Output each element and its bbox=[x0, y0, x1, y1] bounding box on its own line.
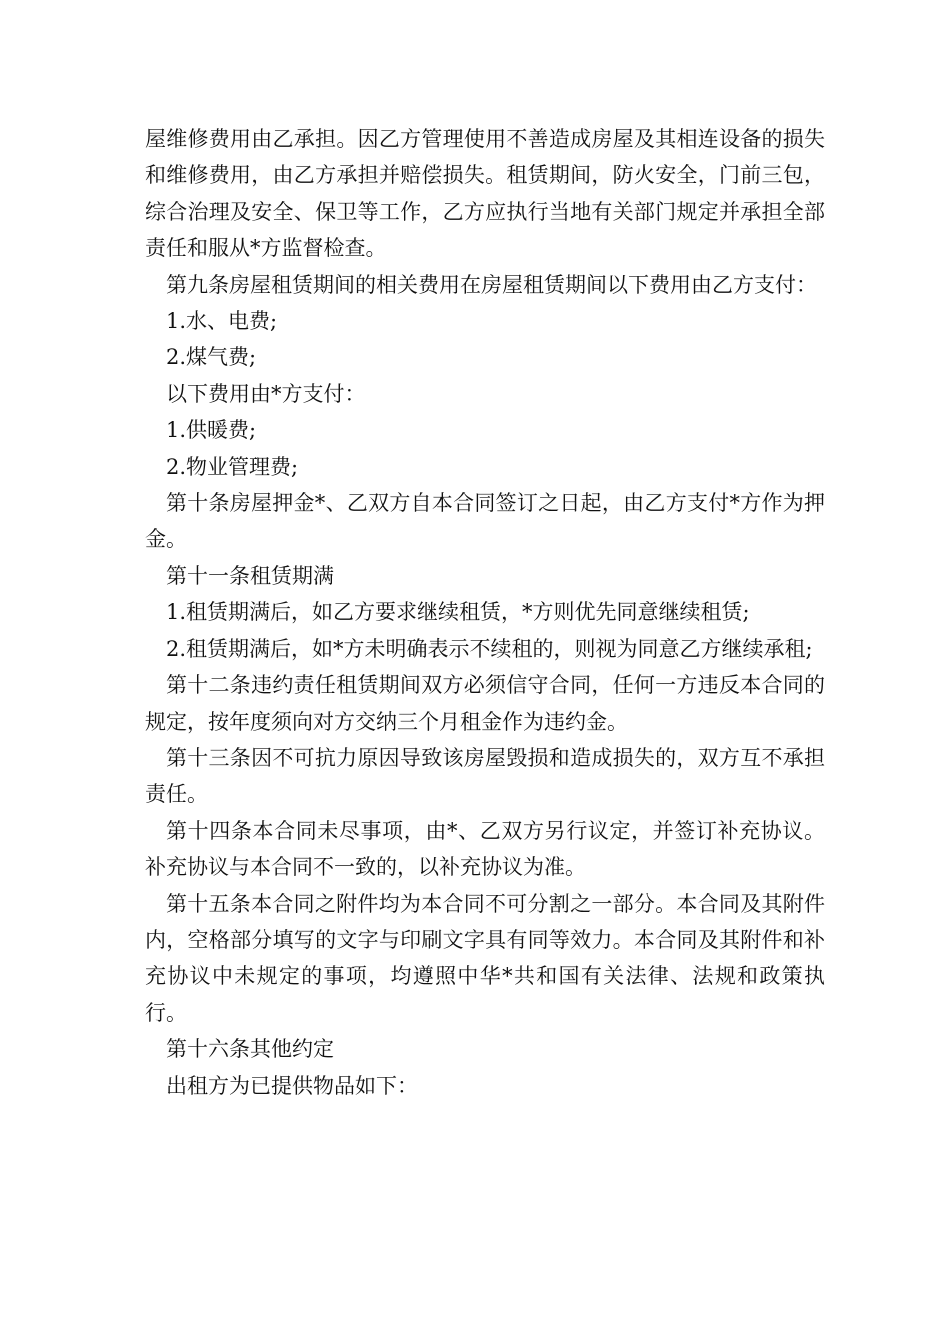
paragraph-landlord-pays: 以下费用由*方支付： bbox=[166, 381, 366, 406]
document-body bbox=[145, 121, 825, 1104]
paragraph-article-11: 第十一条租赁期满 bbox=[166, 563, 334, 588]
paragraph-provided-items: 出租方为已提供物品如下： bbox=[166, 1073, 418, 1098]
list-item-gas: 2.煤气费; bbox=[166, 345, 257, 370]
list-item-water-electricity: 1.水、电费; bbox=[166, 309, 278, 334]
paragraph-article-14: 第十四条本合同未尽事项，由*、乙双方另行议定，并签订补充协议。补充协议与本合同不一致的，以补充协议为准。 bbox=[145, 818, 825, 880]
list-item-property-management: 2.物业管理费; bbox=[166, 454, 299, 479]
paragraph-article-15: 第十五条本合同之附件均为本合同不可分割之一部分。本合同及其附件内，空格部分填写的文字与印刷文字具有同等效力。本合同及其附件和补充协议中未规定的事项，均遵照中华*共和国有关法律、法规和政策执行。 bbox=[145, 891, 825, 1025]
list-item-renewal-request: 1.租赁期满后，如乙方要求继续租赁，*方则优先同意继续租赁; bbox=[166, 600, 750, 625]
list-item-heating: 1.供暖费; bbox=[166, 418, 257, 443]
list-item-renewal-default: 2.租赁期满后，如*方未明确表示不续租的，则视为同意乙方继续承租; bbox=[166, 636, 813, 661]
paragraph-repair-costs: 屋维修费用由乙承担。因乙方管理使用不善造成房屋及其相连设备的损失和维修费用，由乙方承担并赔偿损失。租赁期间，防火安全，门前三包，综合治理及安全、保卫等工作，乙方应执行当地有关部门规定并承担全部责任和服从*方监督检查。 bbox=[145, 127, 825, 261]
paragraph-article-9: 第九条房屋租赁期间的相关费用在房屋租赁期间以下费用由乙方支付： bbox=[166, 272, 817, 297]
paragraph-article-10: 第十条房屋押金*、乙双方自本合同签订之日起，由乙方支付*方作为押金。 bbox=[145, 491, 825, 552]
paragraph-article-12: 第十二条违约责任租赁期间双方必须信守合同，任何一方违反本合同的规定，按年度须向对方交纳三个月租金作为违约金。 bbox=[145, 673, 825, 734]
paragraph-article-13: 第十三条因不可抗力原因导致该房屋毁损和造成损失的，双方互不承担责任。 bbox=[145, 745, 825, 807]
paragraph-article-16: 第十六条其他约定 bbox=[166, 1037, 334, 1062]
